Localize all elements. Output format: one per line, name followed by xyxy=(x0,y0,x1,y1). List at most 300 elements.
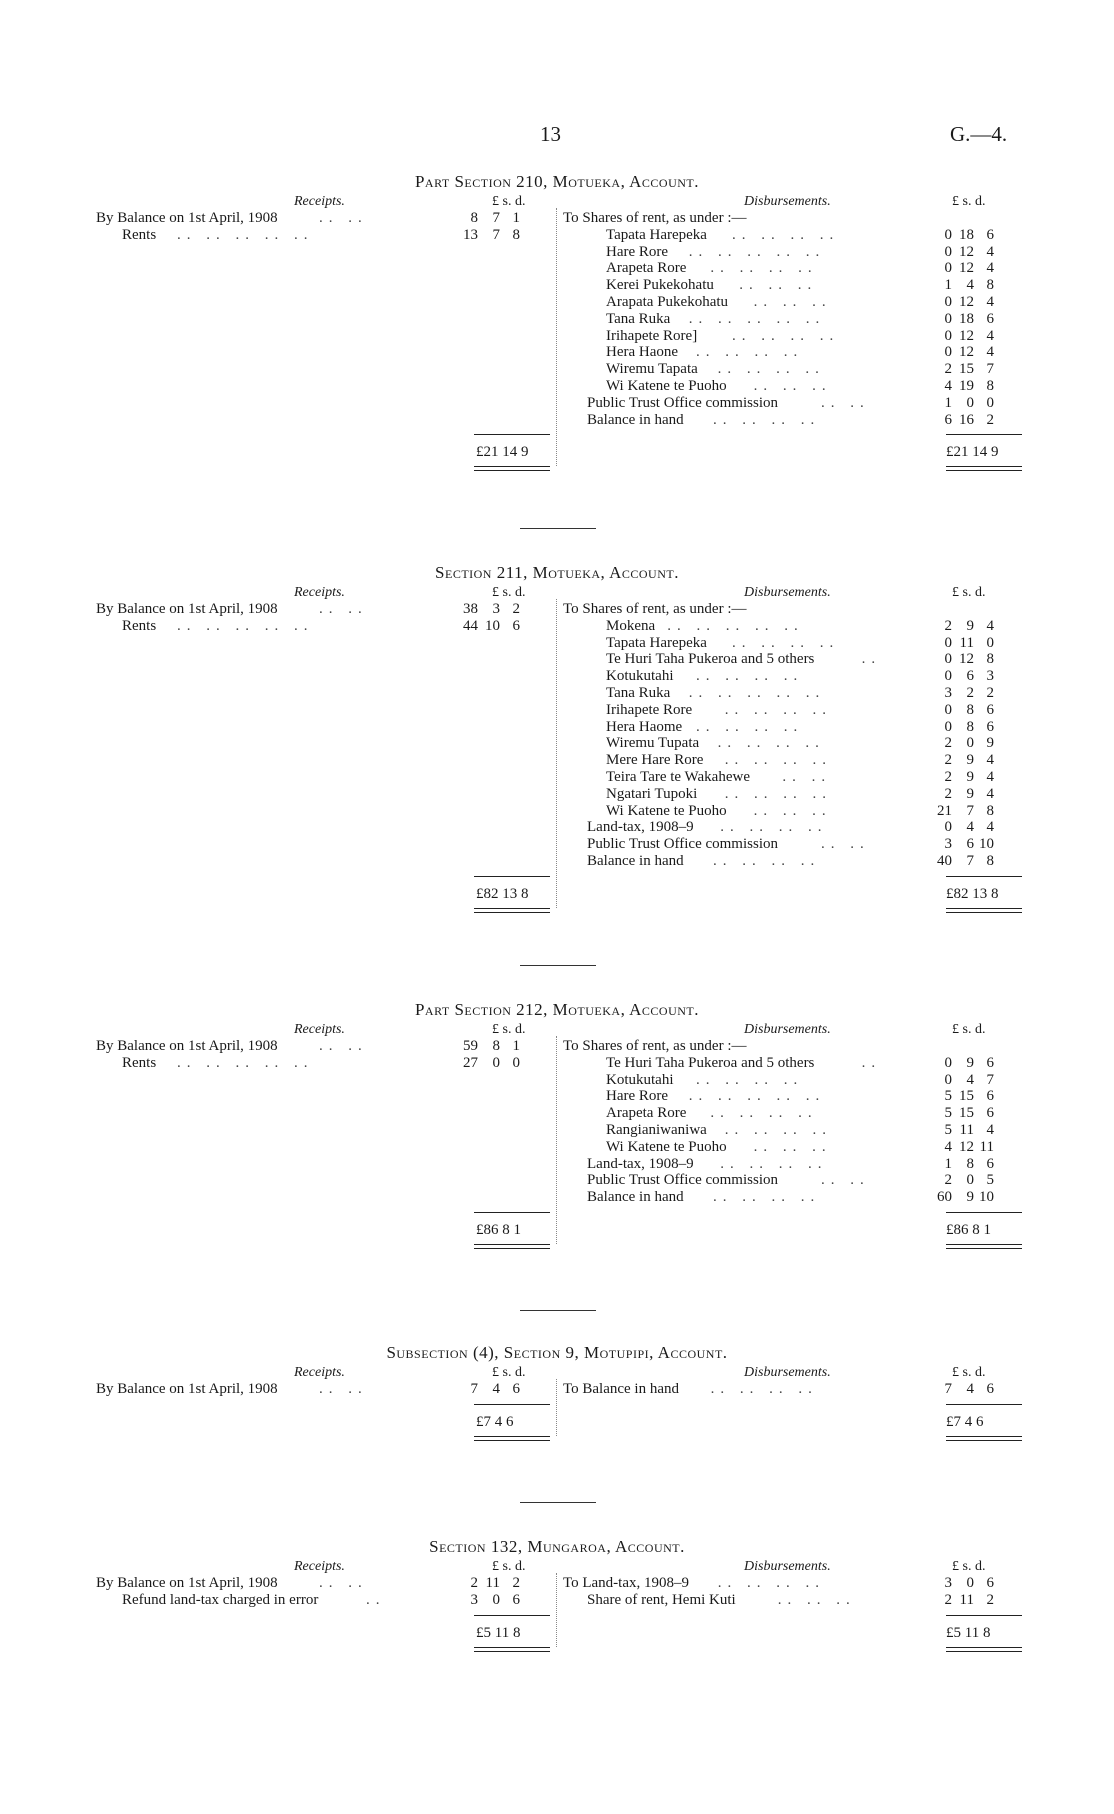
disbursements-heading: Disbursements. xyxy=(744,1022,831,1037)
amount-pounds: 2 xyxy=(470,1575,478,1591)
amount-shillings: 18 xyxy=(959,310,974,327)
amount-pounds: 2 xyxy=(944,769,952,785)
disbursements-heading: Disbursements. xyxy=(744,1365,831,1380)
amount-shillings: 12 xyxy=(959,344,974,361)
disbursement-label: Mere Hare Rore xyxy=(606,752,704,769)
page-code: G.—4. xyxy=(950,122,1008,146)
subtotal-rule xyxy=(946,1212,1022,1213)
amount-pence: 8 xyxy=(512,226,520,243)
amount-shillings: 11 xyxy=(959,1591,974,1608)
disbursement-label: Land-tax, 1908–9 xyxy=(587,819,694,836)
amount-pounds: 4 xyxy=(944,1138,952,1155)
amount-pence: 0 xyxy=(986,394,994,411)
disbursement-amount xyxy=(926,668,994,685)
disbursement-amount xyxy=(926,1156,994,1173)
amount-shillings: 8 xyxy=(966,1155,974,1172)
amount-pence: 6 xyxy=(986,226,994,243)
receipts-total: £7 4 6 xyxy=(476,1413,514,1430)
disbursements-total: £5 11 8 xyxy=(946,1624,991,1641)
receipt-label: Rents xyxy=(122,617,157,634)
subtotal-rule xyxy=(946,876,1022,877)
amount-shillings: 6 xyxy=(966,836,974,853)
disbursement-amount xyxy=(926,702,994,719)
section-separator xyxy=(520,965,596,966)
disbursement-label: Wiremu Tapata xyxy=(606,361,698,378)
amount-shillings: 6 xyxy=(966,668,974,685)
dot-leader: .. .. .. .. .. xyxy=(688,310,826,327)
section-separator xyxy=(520,1502,596,1503)
amount-pounds: 5 xyxy=(944,1105,952,1122)
receipts-total: £21 14 9 xyxy=(476,444,529,461)
amount-pence: 8 xyxy=(986,802,994,819)
dot-leader: .. .. .. .. xyxy=(724,785,833,802)
amount-pence: 6 xyxy=(512,617,520,634)
column-divider xyxy=(556,599,557,908)
dot-leader: .. .. .. .. xyxy=(720,1155,828,1172)
receipt-amount xyxy=(452,210,520,227)
disbursement-amount xyxy=(926,651,994,668)
disbursement-label: Balance in hand xyxy=(587,1189,684,1206)
amount-pence: 8 xyxy=(986,853,994,869)
receipt-amount xyxy=(452,227,520,244)
subtotal-rule xyxy=(474,1615,550,1616)
amount-shillings: 11 xyxy=(485,1575,500,1591)
disbursement-amount xyxy=(926,328,994,345)
disbursements-total: £21 14 9 xyxy=(946,444,999,461)
amount-shillings: 0 xyxy=(966,394,974,411)
dot-leader: .. .. xyxy=(319,601,368,617)
dot-leader: .. .. .. .. xyxy=(732,327,840,344)
amount-shillings: 7 xyxy=(966,802,974,819)
dot-leader: .. .. .. .. xyxy=(696,718,804,735)
amount-shillings: 9 xyxy=(966,785,974,802)
dot-leader: .. .. .. .. xyxy=(732,226,840,243)
amount-shillings: 12 xyxy=(959,1138,974,1155)
lsd-heading: £ s. d. xyxy=(492,194,526,209)
amount-shillings: 7 xyxy=(492,210,500,226)
amount-pounds: 3 xyxy=(944,1575,952,1591)
amount-pounds: 4 xyxy=(944,378,952,394)
disbursement-label: To Shares of rent, as under :— xyxy=(563,601,747,617)
amount-pence: 9 xyxy=(986,735,994,752)
disbursement-amount xyxy=(926,227,994,244)
amount-shillings: 8 xyxy=(966,718,974,735)
dot-leader: .. .. .. .. xyxy=(710,1381,818,1397)
amount-pence: 0 xyxy=(512,1054,520,1071)
amount-shillings: 9 xyxy=(966,769,974,785)
amount-shillings: 12 xyxy=(959,243,974,260)
disbursement-amount xyxy=(926,752,994,769)
disbursement-amount xyxy=(926,412,994,429)
amount-pounds: 3 xyxy=(470,1591,478,1608)
dot-leader: .. .. .. .. xyxy=(710,260,818,277)
disbursement-label: Tana Ruka xyxy=(606,310,671,327)
double-rule xyxy=(946,1647,1022,1652)
amount-pounds: 8 xyxy=(470,210,478,226)
receipts-heading: Receipts. xyxy=(294,585,345,600)
dot-leader: .. .. .. .. xyxy=(720,819,828,836)
lsd-heading: £ s. d. xyxy=(952,585,986,600)
dot-leader: .. .. xyxy=(319,1381,368,1397)
amount-pence: 1 xyxy=(512,1038,520,1054)
amount-pounds: 0 xyxy=(944,668,952,685)
amount-pounds: 0 xyxy=(944,651,952,668)
disbursement-label: Te Huri Taha Pukeroa and 5 others xyxy=(606,651,815,668)
amount-pence: 4 xyxy=(986,617,994,634)
disbursement-amount xyxy=(926,260,994,277)
amount-shillings: 0 xyxy=(492,1591,500,1608)
amount-pence: 6 xyxy=(986,701,994,718)
amount-pounds: 1 xyxy=(944,394,952,411)
double-rule xyxy=(474,908,550,913)
disbursement-amount xyxy=(926,1122,994,1139)
dot-leader: .. .. xyxy=(821,394,870,411)
subtotal-rule xyxy=(946,1615,1022,1616)
amount-pence: 0 xyxy=(986,634,994,651)
dot-leader: .. xyxy=(861,651,882,668)
amount-shillings: 12 xyxy=(959,651,974,668)
amount-pounds: 0 xyxy=(944,310,952,327)
amount-pence: 4 xyxy=(986,243,994,260)
dot-leader: .. .. xyxy=(821,836,870,853)
amount-shillings: 8 xyxy=(966,701,974,718)
dot-leader: .. .. .. xyxy=(753,378,832,394)
dot-leader: .. .. .. .. xyxy=(696,668,804,685)
disbursement-label: Kotukutahi xyxy=(606,1071,674,1088)
amount-pence: 6 xyxy=(986,1088,994,1105)
disbursement-amount xyxy=(926,803,994,820)
disbursement-label: Public Trust Office commission xyxy=(587,1172,778,1189)
amount-pence: 7 xyxy=(986,1071,994,1088)
double-rule xyxy=(474,466,550,471)
disbursement-amount xyxy=(926,719,994,736)
dot-leader: .. .. .. .. xyxy=(713,1189,821,1206)
disbursements-total: £7 4 6 xyxy=(946,1413,984,1430)
amount-pence: 8 xyxy=(986,378,994,394)
amount-pence: 8 xyxy=(986,277,994,294)
disbursement-amount xyxy=(926,1105,994,1122)
amount-pounds: 60 xyxy=(937,1189,952,1206)
column-divider xyxy=(556,1036,557,1244)
disbursement-amount xyxy=(926,635,994,652)
lsd-heading: £ s. d. xyxy=(492,1022,526,1037)
disbursement-label: Arapeta Rore xyxy=(606,1105,687,1122)
amount-pence: 4 xyxy=(986,1122,994,1138)
amount-pounds: 0 xyxy=(944,1054,952,1071)
double-rule xyxy=(474,1647,550,1652)
amount-shillings: 15 xyxy=(959,361,974,378)
dot-leader: .. .. .. .. xyxy=(710,1105,818,1122)
disbursement-amount xyxy=(926,378,994,395)
receipt-label: Refund land-tax charged in error xyxy=(122,1591,319,1608)
disbursement-label: Wi Katene te Puoho xyxy=(606,802,727,819)
amount-pounds: 0 xyxy=(944,260,952,277)
dot-leader: .. .. .. .. xyxy=(717,361,825,378)
disbursement-label: Wiremu Tupata xyxy=(606,735,700,752)
dot-leader: .. .. .. .. .. xyxy=(177,617,314,634)
disbursement-amount xyxy=(926,1139,994,1156)
amount-pence: 4 xyxy=(986,327,994,344)
subtotal-rule xyxy=(474,1404,550,1405)
amount-pence: 2 xyxy=(512,601,520,617)
amount-pence: 4 xyxy=(986,260,994,277)
amount-pounds: 1 xyxy=(944,1155,952,1172)
dot-leader: .. .. xyxy=(821,1172,870,1189)
disbursement-amount xyxy=(926,1381,994,1398)
amount-pounds: 0 xyxy=(944,344,952,361)
amount-pounds: 2 xyxy=(944,1172,952,1189)
amount-pounds: 6 xyxy=(944,411,952,428)
amount-pence: 6 xyxy=(986,1054,994,1071)
receipt-amount xyxy=(452,601,520,618)
amount-pounds: 2 xyxy=(944,785,952,802)
disbursement-label: Ngatari Tupoki xyxy=(606,785,698,802)
amount-pence: 4 xyxy=(986,752,994,769)
receipt-label: By Balance on 1st April, 1908 xyxy=(96,601,278,617)
dot-leader: .. .. xyxy=(319,1575,368,1591)
amount-pence: 2 xyxy=(986,411,994,428)
amount-pounds: 3 xyxy=(944,685,952,701)
amount-pence: 6 xyxy=(986,310,994,327)
disbursement-label: Kerei Pukekohatu xyxy=(606,277,714,294)
receipt-label: By Balance on 1st April, 1908 xyxy=(96,1575,278,1591)
amount-shillings: 4 xyxy=(492,1381,500,1397)
amount-shillings: 7 xyxy=(492,226,500,243)
amount-pence: 6 xyxy=(986,1381,994,1397)
account-title: Part Section 210, Motueka, Account. xyxy=(414,172,700,191)
disbursement-label: To Balance in hand xyxy=(563,1381,679,1397)
disbursement-label: Wi Katene te Puoho xyxy=(606,1138,727,1155)
disbursement-amount xyxy=(926,1072,994,1089)
amount-shillings: 9 xyxy=(966,752,974,769)
amount-shillings: 2 xyxy=(966,685,974,701)
amount-shillings: 16 xyxy=(959,411,974,428)
amount-shillings: 4 xyxy=(966,1071,974,1088)
amount-pence: 8 xyxy=(986,651,994,668)
disbursement-amount xyxy=(926,1172,994,1189)
amount-shillings: 15 xyxy=(959,1105,974,1122)
lsd-heading: £ s. d. xyxy=(492,1559,526,1574)
amount-pence: 7 xyxy=(986,361,994,378)
disbursement-label: Rangianiwaniwa xyxy=(606,1122,707,1138)
disbursement-amount xyxy=(926,853,994,870)
amount-pounds: 27 xyxy=(463,1054,478,1071)
amount-pounds: 3 xyxy=(944,836,952,853)
disbursement-label: To Shares of rent, as under :— xyxy=(563,1038,747,1054)
disbursement-label: Hare Rore xyxy=(606,243,669,260)
receipt-label: Rents xyxy=(122,226,157,243)
amount-pence: 4 xyxy=(986,785,994,802)
section-separator xyxy=(520,1310,596,1311)
account-title: Section 132, Mungaroa, Account. xyxy=(429,1537,685,1556)
disbursements-heading: Disbursements. xyxy=(744,1559,831,1574)
disbursement-amount xyxy=(926,786,994,803)
amount-pounds: 0 xyxy=(944,327,952,344)
double-rule xyxy=(474,1244,550,1249)
dot-leader: .. .. .. xyxy=(753,1138,832,1155)
amount-pounds: 2 xyxy=(944,752,952,769)
dot-leader: .. .. .. .. .. xyxy=(688,685,826,701)
lsd-heading: £ s. d. xyxy=(952,194,986,209)
amount-pence: 2 xyxy=(512,1575,520,1591)
amount-shillings: 9 xyxy=(966,1189,974,1206)
disbursement-label: Tapata Harepeka xyxy=(606,634,707,651)
amount-pounds: 0 xyxy=(944,226,952,243)
lsd-heading: £ s. d. xyxy=(492,1365,526,1380)
amount-pounds: 44 xyxy=(463,617,478,634)
amount-shillings: 15 xyxy=(959,1088,974,1105)
dot-leader: .. .. .. xyxy=(739,277,818,294)
amount-pounds: 5 xyxy=(944,1122,952,1138)
receipts-heading: Receipts. xyxy=(294,194,345,209)
amount-shillings: 19 xyxy=(959,378,974,394)
disbursement-label: Irihapete Rore xyxy=(606,701,693,718)
dot-leader: .. .. .. .. xyxy=(724,701,833,718)
column-divider xyxy=(556,1379,557,1436)
amount-shillings: 3 xyxy=(492,601,500,617)
dot-leader: .. .. .. .. .. xyxy=(688,243,826,260)
amount-pounds: 21 xyxy=(937,802,952,819)
amount-pounds: 2 xyxy=(944,361,952,378)
lsd-heading: £ s. d. xyxy=(952,1559,986,1574)
disbursement-amount xyxy=(926,836,994,853)
amount-shillings: 9 xyxy=(966,617,974,634)
amount-pounds: 1 xyxy=(944,277,952,294)
dot-leader: .. .. .. .. xyxy=(713,411,821,428)
dot-leader: .. .. .. .. xyxy=(717,735,825,752)
disbursement-label: Tana Ruka xyxy=(606,685,671,701)
amount-pounds: 0 xyxy=(944,294,952,310)
amount-pence: 6 xyxy=(512,1591,520,1608)
disbursements-total: £82 13 8 xyxy=(946,885,999,902)
section-separator xyxy=(520,528,596,529)
disbursement-amount xyxy=(926,1592,994,1609)
column-divider xyxy=(556,1573,557,1647)
amount-pounds: 7 xyxy=(470,1381,478,1397)
amount-shillings: 4 xyxy=(966,277,974,294)
dot-leader: .. xyxy=(861,1054,882,1071)
double-rule xyxy=(474,1436,550,1441)
lsd-heading: £ s. d. xyxy=(952,1365,986,1380)
disbursement-amount xyxy=(926,277,994,294)
dot-leader: .. .. .. .. xyxy=(696,1071,804,1088)
disbursement-label: Irihapete Rore] xyxy=(606,327,698,344)
disbursements-total: £86 8 1 xyxy=(946,1222,991,1238)
amount-pence: 4 xyxy=(986,344,994,361)
disbursement-label: Share of rent, Hemi Kuti xyxy=(587,1591,736,1608)
amount-pounds: 40 xyxy=(937,853,952,869)
disbursement-label: To Land-tax, 1908–9 xyxy=(563,1575,690,1591)
disbursement-label: Balance in hand xyxy=(587,411,684,428)
subtotal-rule xyxy=(946,1404,1022,1405)
amount-pounds: 0 xyxy=(944,819,952,836)
amount-pence: 2 xyxy=(986,1591,994,1608)
dot-leader: .. .. .. xyxy=(753,294,832,310)
disbursement-amount xyxy=(926,294,994,311)
dot-leader: .. .. xyxy=(319,1038,368,1054)
receipt-amount xyxy=(452,1055,520,1072)
amount-shillings: 11 xyxy=(959,1122,974,1138)
disbursement-amount xyxy=(926,618,994,635)
subtotal-rule xyxy=(474,434,550,435)
double-rule xyxy=(946,1244,1022,1249)
disbursement-label: Arapeta Rore xyxy=(606,260,687,277)
amount-shillings: 4 xyxy=(966,1381,974,1397)
disbursement-label: Tapata Harepeka xyxy=(606,226,707,243)
dot-leader: .. .. xyxy=(319,210,368,226)
amount-pence: 6 xyxy=(986,1575,994,1591)
subtotal-rule xyxy=(946,434,1022,435)
receipt-label: By Balance on 1st April, 1908 xyxy=(96,210,278,226)
disbursement-label: Wi Katene te Puoho xyxy=(606,378,727,394)
amount-pounds: 7 xyxy=(944,1381,952,1397)
column-divider xyxy=(556,208,557,466)
disbursement-label: Te Huri Taha Pukeroa and 5 others xyxy=(606,1054,815,1071)
dot-leader: .. .. .. xyxy=(777,1591,856,1608)
amount-pence: 4 xyxy=(986,769,994,785)
dot-leader: .. .. .. .. .. xyxy=(177,1054,314,1071)
dot-leader: .. .. xyxy=(782,769,832,785)
amount-pounds: 2 xyxy=(944,1591,952,1608)
disbursement-label: Arapata Pukekohatu xyxy=(606,294,729,310)
amount-pounds: 38 xyxy=(463,601,478,617)
amount-shillings: 12 xyxy=(959,327,974,344)
amount-pounds: 0 xyxy=(944,243,952,260)
amount-shillings: 0 xyxy=(966,735,974,752)
disbursement-amount xyxy=(926,1575,994,1592)
dot-leader: .. .. .. .. xyxy=(713,853,821,869)
disbursement-amount xyxy=(926,344,994,361)
dot-leader: .. .. .. .. xyxy=(696,344,804,361)
disbursement-amount xyxy=(926,685,994,702)
dot-leader: .. .. .. .. xyxy=(724,1122,833,1138)
disbursement-amount xyxy=(926,1055,994,1072)
amount-pounds: 59 xyxy=(463,1038,478,1054)
amount-pence: 10 xyxy=(979,1189,994,1206)
double-rule xyxy=(946,908,1022,913)
receipt-label: By Balance on 1st April, 1908 xyxy=(96,1381,278,1397)
amount-shillings: 0 xyxy=(966,1575,974,1591)
amount-shillings: 12 xyxy=(959,294,974,310)
amount-shillings: 12 xyxy=(959,260,974,277)
amount-pence: 6 xyxy=(986,1105,994,1122)
dot-leader: .. .. .. .. .. xyxy=(688,1088,826,1105)
subtotal-rule xyxy=(474,1212,550,1213)
amount-pence: 4 xyxy=(986,294,994,310)
disbursement-amount xyxy=(926,244,994,261)
receipt-amount xyxy=(452,1575,520,1592)
amount-pence: 1 xyxy=(512,210,520,226)
receipt-label: Rents xyxy=(122,1054,157,1071)
disbursement-label: To Shares of rent, as under :— xyxy=(563,210,747,226)
amount-pounds: 0 xyxy=(944,718,952,735)
disbursement-label: Kotukutahi xyxy=(606,668,674,685)
amount-pence: 6 xyxy=(512,1381,520,1397)
disbursements-heading: Disbursements. xyxy=(744,585,831,600)
amount-pounds: 0 xyxy=(944,1071,952,1088)
lsd-heading: £ s. d. xyxy=(952,1022,986,1037)
receipt-label: By Balance on 1st April, 1908 xyxy=(96,1038,278,1054)
disbursement-label: Hare Rore xyxy=(606,1088,669,1105)
dot-leader: .. .. .. .. xyxy=(724,752,833,769)
dot-leader: .. .. .. xyxy=(753,802,832,819)
amount-shillings: 8 xyxy=(492,1038,500,1054)
receipts-heading: Receipts. xyxy=(294,1559,345,1574)
disbursement-label: Hera Haone xyxy=(606,344,679,361)
amount-pence: 6 xyxy=(986,718,994,735)
receipts-total: £86 8 1 xyxy=(476,1222,521,1238)
disbursement-label: Public Trust Office commission xyxy=(587,394,778,411)
